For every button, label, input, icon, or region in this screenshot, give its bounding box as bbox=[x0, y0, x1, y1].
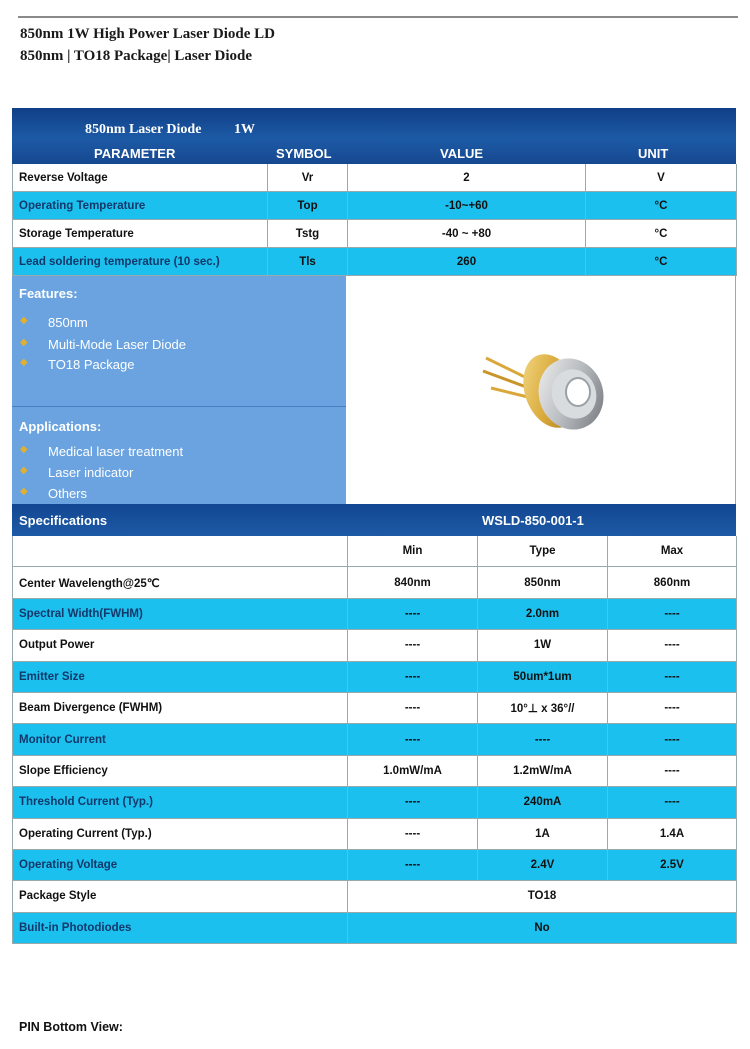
param-symbol: Vr bbox=[268, 164, 348, 192]
spec-min: ---- bbox=[348, 630, 478, 661]
spec-max: ---- bbox=[608, 693, 737, 724]
spec-name: Operating Voltage bbox=[13, 850, 348, 881]
spec-header-blank bbox=[13, 536, 348, 567]
spec-row bbox=[12, 913, 736, 944]
spec-type: 50um*1um bbox=[478, 662, 608, 693]
banner-power: 1W bbox=[234, 122, 255, 137]
spec-min: 840nm bbox=[348, 567, 478, 598]
col-type: Type bbox=[478, 536, 608, 567]
specifications-header bbox=[12, 504, 736, 536]
param-row bbox=[12, 192, 736, 220]
spec-min: ---- bbox=[348, 850, 478, 881]
features-heading: Features: bbox=[19, 286, 78, 301]
spec-row bbox=[12, 567, 736, 598]
spec-max: ---- bbox=[608, 756, 737, 787]
bullet-icon: ◆ bbox=[20, 337, 28, 348]
page-title: 850nm 1W High Power Laser Diode LD bbox=[20, 26, 276, 42]
feature-section bbox=[12, 276, 736, 504]
spec-min: ---- bbox=[348, 787, 478, 818]
spec-max: ---- bbox=[608, 724, 737, 755]
spec-row bbox=[12, 787, 736, 818]
spec-max: 1.4A bbox=[608, 819, 737, 850]
param-unit: °C bbox=[586, 220, 737, 248]
spec-max: 2.5V bbox=[608, 850, 737, 881]
spec-type: 10°⊥ x 36°// bbox=[478, 693, 608, 724]
top-rule bbox=[18, 16, 738, 18]
applications-heading: Applications: bbox=[19, 419, 102, 434]
spec-column-header bbox=[12, 536, 736, 567]
spec-min: ---- bbox=[348, 819, 478, 850]
spec-row bbox=[12, 662, 736, 693]
col-parameter: PARAMETER bbox=[94, 146, 176, 161]
page-subtitle: 850nm | TO18 Package| Laser Diode bbox=[20, 48, 253, 64]
param-value: -10~+60 bbox=[348, 192, 586, 220]
param-name: Operating Temperature bbox=[13, 192, 268, 220]
spec-name: Built-in Photodiodes bbox=[13, 913, 348, 944]
col-unit: UNIT bbox=[638, 146, 669, 161]
application-item: Medical laser treatment bbox=[48, 444, 184, 459]
param-row bbox=[12, 220, 736, 248]
param-name: Storage Temperature bbox=[13, 220, 268, 248]
param-value: 260 bbox=[348, 248, 586, 276]
spec-row bbox=[12, 756, 736, 787]
datasheet bbox=[12, 108, 736, 944]
spec-type: ---- bbox=[478, 724, 608, 755]
param-row bbox=[12, 164, 736, 192]
feature-item: Multi-Mode Laser Diode bbox=[48, 337, 187, 352]
col-max: Max bbox=[608, 536, 737, 567]
spec-name: Output Power bbox=[13, 630, 348, 661]
spec-name: Beam Divergence (FWHM) bbox=[13, 693, 348, 724]
features-panel bbox=[12, 276, 346, 504]
bullet-icon: ◆ bbox=[20, 486, 28, 497]
spec-type: 240mA bbox=[478, 787, 608, 818]
col-value: VALUE bbox=[440, 146, 484, 161]
spec-row bbox=[12, 599, 736, 630]
spec-merged-value: No bbox=[348, 913, 737, 944]
spec-max: ---- bbox=[608, 630, 737, 661]
application-item: Laser indicator bbox=[48, 465, 134, 480]
spec-min: ---- bbox=[348, 693, 478, 724]
section-divider bbox=[12, 406, 346, 407]
spec-name: Package Style bbox=[13, 881, 348, 912]
spec-max: ---- bbox=[608, 599, 737, 630]
spec-name: Slope Efficiency bbox=[13, 756, 348, 787]
spec-type: 850nm bbox=[478, 567, 608, 598]
param-name: Lead soldering temperature (10 sec.) bbox=[13, 248, 268, 276]
feature-item: 850nm bbox=[48, 315, 88, 330]
spec-type: 2.0nm bbox=[478, 599, 608, 630]
bullet-icon: ◆ bbox=[20, 444, 28, 455]
col-symbol: SYMBOL bbox=[276, 146, 332, 161]
spec-row bbox=[12, 881, 736, 912]
spec-max: ---- bbox=[608, 787, 737, 818]
param-symbol: Top bbox=[268, 192, 348, 220]
spec-type: 1.2mW/mA bbox=[478, 756, 608, 787]
model-number: WSLD-850-001-1 bbox=[482, 513, 584, 528]
param-unit: °C bbox=[586, 192, 737, 220]
spec-type: 1A bbox=[478, 819, 608, 850]
spec-type: 1W bbox=[478, 630, 608, 661]
spec-name: Spectral Width(FWHM) bbox=[13, 599, 348, 630]
spec-row bbox=[12, 850, 736, 881]
param-unit: V bbox=[586, 164, 737, 192]
param-symbol: Tstg bbox=[268, 220, 348, 248]
application-item: Others bbox=[48, 486, 88, 501]
spec-row bbox=[12, 693, 736, 724]
spec-name: Threshold Current (Typ.) bbox=[13, 787, 348, 818]
param-name: Reverse Voltage bbox=[13, 164, 268, 192]
spec-max: ---- bbox=[608, 662, 737, 693]
param-unit: °C bbox=[586, 248, 737, 276]
spec-row bbox=[12, 630, 736, 661]
spec-min: ---- bbox=[348, 724, 478, 755]
laser-diode-icon bbox=[346, 276, 735, 504]
bullet-icon: ◆ bbox=[20, 465, 28, 476]
spec-min: ---- bbox=[348, 662, 478, 693]
param-table-header bbox=[12, 108, 736, 164]
spec-row bbox=[12, 724, 736, 755]
specifications-heading: Specifications bbox=[19, 513, 108, 528]
spec-row bbox=[12, 819, 736, 850]
spec-type: 2.4V bbox=[478, 850, 608, 881]
param-value: -40 ~ +80 bbox=[348, 220, 586, 248]
col-min: Min bbox=[348, 536, 478, 567]
spec-name: Monitor Current bbox=[13, 724, 348, 755]
banner-product: 850nm Laser Diode bbox=[85, 122, 202, 137]
spec-name: Emitter Size bbox=[13, 662, 348, 693]
param-value: 2 bbox=[348, 164, 586, 192]
feature-item: TO18 Package bbox=[48, 357, 135, 372]
spec-max: 860nm bbox=[608, 567, 737, 598]
spec-name: Center Wavelength@25℃ bbox=[13, 567, 348, 598]
bullet-icon: ◆ bbox=[20, 315, 28, 326]
bullet-icon: ◆ bbox=[20, 357, 28, 368]
param-row bbox=[12, 248, 736, 276]
product-image bbox=[346, 276, 736, 504]
spec-merged-value: TO18 bbox=[348, 881, 737, 912]
spec-min: ---- bbox=[348, 599, 478, 630]
param-symbol: Tls bbox=[268, 248, 348, 276]
spec-min: 1.0mW/mA bbox=[348, 756, 478, 787]
pin-bottom-view-label: PIN Bottom View: bbox=[19, 1020, 123, 1034]
spec-name: Operating Current (Typ.) bbox=[13, 819, 348, 850]
